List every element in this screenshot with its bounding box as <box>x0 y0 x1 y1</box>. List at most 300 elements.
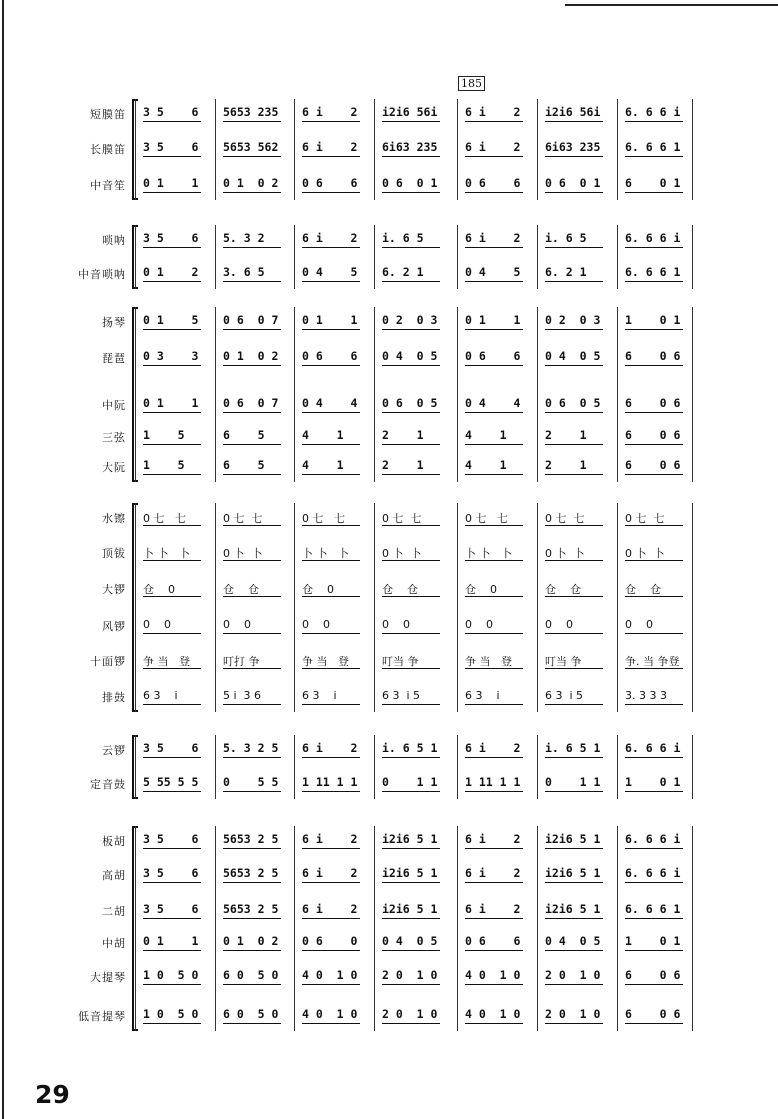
barline <box>692 503 693 712</box>
measure-cell: 0 6 6 <box>465 934 521 948</box>
beam-line <box>545 757 603 758</box>
measure-cell: 1 0 5 0 <box>143 1007 199 1021</box>
beam-line <box>143 444 201 445</box>
measure-cell: 5. 3 2 5 <box>223 741 279 755</box>
beam-line <box>465 950 523 951</box>
measure-cell: 0 1 0 2 <box>223 349 279 363</box>
barline <box>135 99 136 200</box>
beam-line <box>302 668 360 669</box>
measure-cell: 6 0 5 0 <box>223 1007 279 1021</box>
page-number: 29 <box>35 1080 70 1109</box>
measure-cell: 争 当 登 <box>465 655 512 668</box>
top-rule <box>565 4 778 6</box>
measure-cell: 2 0 1 0 <box>545 968 601 982</box>
beam-line <box>223 918 281 919</box>
beam-line <box>223 596 281 597</box>
measure-cell: i. 6 5 1 <box>545 741 601 755</box>
measure-cell: 6 i 2 <box>465 105 521 119</box>
barline <box>374 826 375 1031</box>
measure-cell: 6 i 2 <box>465 741 521 755</box>
measure-cell: 6 0 6 <box>625 458 681 472</box>
beam-line <box>625 121 683 122</box>
beam-line <box>465 192 523 193</box>
beam-line <box>302 281 360 282</box>
measure-cell: 4 1 <box>465 428 507 442</box>
measure-cell: i2i6 56i <box>382 105 438 119</box>
measure-cell: 0 6 6 <box>302 176 358 190</box>
measure-cell: 4 1 <box>302 428 344 442</box>
measure-cell: 仓 仓 <box>223 583 259 596</box>
instrument-label: 中音笙 <box>90 179 126 192</box>
measure-cell: 6. 6 6 1 <box>625 265 681 279</box>
measure-cell: 仓 仓 <box>545 583 581 596</box>
beam-line <box>625 950 683 951</box>
barline <box>457 225 458 289</box>
instrument-label: 排鼓 <box>102 691 126 704</box>
beam-line <box>143 365 201 366</box>
instrument-label: 顶钹 <box>102 547 126 560</box>
measure-cell: 4 0 1 0 <box>465 1007 521 1021</box>
measure-cell: 6. 6 6 i <box>625 231 681 245</box>
beam-line <box>302 882 360 883</box>
beam-line <box>382 365 440 366</box>
instrument-label: 中胡 <box>102 937 126 950</box>
measure-cell: 6 i 2 <box>302 105 358 119</box>
measure-cell: 6 3 i <box>143 689 178 702</box>
measure-cell: 2 0 1 0 <box>545 1007 601 1021</box>
beam-line <box>465 757 523 758</box>
beam-line <box>465 444 523 445</box>
beam-line <box>382 882 440 883</box>
measure-cell: 2 1 <box>382 428 424 442</box>
barline <box>617 225 618 289</box>
rehearsal-number: 185 <box>458 76 485 91</box>
beam-line <box>625 525 683 526</box>
measure-cell: 6 i 2 <box>302 866 358 880</box>
measure-cell: 3 5 6 <box>143 902 199 916</box>
beam-line <box>625 192 683 193</box>
beam-line <box>625 704 683 705</box>
measure-cell: 4 1 <box>465 458 507 472</box>
beam-line <box>465 247 523 248</box>
barline <box>617 99 618 200</box>
measure-cell: 6 0 6 <box>625 349 681 363</box>
measure-cell: 5653 235 <box>223 105 279 119</box>
barline <box>617 503 618 712</box>
beam-line <box>223 633 281 634</box>
measure-cell: 卜 卜 卜 <box>143 547 190 560</box>
beam-line <box>625 757 683 758</box>
measure-cell: i. 6 5 1 <box>382 741 438 755</box>
beam-line <box>465 412 523 413</box>
instrument-label: 扬琴 <box>102 316 126 329</box>
measure-cell: 0 6 0 1 <box>545 176 601 190</box>
beam-line <box>545 882 603 883</box>
measure-cell: 0 七 七 <box>465 512 508 525</box>
beam-line <box>465 329 523 330</box>
barline <box>294 735 295 799</box>
measure-cell: 1 0 1 <box>625 934 681 948</box>
measure-cell: 0 1 5 <box>143 313 199 327</box>
measure-cell: 0 1 1 <box>302 313 358 327</box>
beam-line <box>545 247 603 248</box>
beam-line <box>302 596 360 597</box>
barline <box>135 503 136 712</box>
measure-cell: 5653 562 <box>223 140 279 154</box>
beam-line <box>382 474 440 475</box>
measure-cell: 6. 6 6 i <box>625 832 681 846</box>
measure-cell: 0 6 6 <box>465 176 521 190</box>
measure-cell: 1 11 1 1 <box>465 775 521 789</box>
measure-cell: 3 5 6 <box>143 140 199 154</box>
measure-cell: 0 0 <box>625 618 653 631</box>
measure-cell: 0 0 <box>382 618 410 631</box>
measure-cell: 6i63 235 <box>545 140 601 154</box>
measure-cell: 0 1 1 <box>143 396 199 410</box>
measure-cell: 6 i 2 <box>465 140 521 154</box>
barline <box>617 307 618 482</box>
measure-cell: 0 七 七 <box>625 512 665 525</box>
measure-cell: 6 3 i 5 <box>382 689 421 702</box>
measure-cell: i2i6 5 1 <box>382 832 438 846</box>
measure-cell: 0 2 0 3 <box>545 313 601 327</box>
instrument-label: 琵琶 <box>102 352 126 365</box>
measure-cell: 4 0 1 0 <box>302 968 358 982</box>
measure-cell: 6 5 <box>223 428 265 442</box>
measure-cell: i2i6 56i <box>545 105 601 119</box>
beam-line <box>302 156 360 157</box>
measure-cell: 0 0 <box>545 618 573 631</box>
barline <box>617 735 618 799</box>
beam-line <box>465 365 523 366</box>
measure-cell: 6 i 2 <box>465 902 521 916</box>
beam-line <box>143 984 201 985</box>
barline <box>294 307 295 482</box>
beam-line <box>143 412 201 413</box>
measure-cell: 4 0 1 0 <box>302 1007 358 1021</box>
measure-cell: 6 i 2 <box>302 231 358 245</box>
measure-cell: 0 6 0 7 <box>223 396 279 410</box>
barline <box>215 307 216 482</box>
beam-line <box>545 525 603 526</box>
barline <box>215 503 216 712</box>
instrument-label: 大提琴 <box>90 971 126 984</box>
instrument-label: 中阮 <box>102 399 126 412</box>
measure-cell: 3 5 6 <box>143 866 199 880</box>
beam-line <box>382 281 440 282</box>
measure-cell: 3. 3 3 3 <box>625 689 667 702</box>
instrument-label: 云锣 <box>102 744 126 757</box>
barline <box>692 225 693 289</box>
beam-line <box>302 704 360 705</box>
measure-cell: 6. 6 6 i <box>625 741 681 755</box>
measure-cell: i2i6 5 1 <box>545 832 601 846</box>
measure-cell: 0 1 1 <box>545 775 601 789</box>
beam-line <box>625 281 683 282</box>
beam-line <box>143 156 201 157</box>
measure-cell: 0 6 0 <box>302 934 358 948</box>
beam-line <box>143 329 201 330</box>
beam-line <box>143 668 201 669</box>
measure-cell: 0 3 3 <box>143 349 199 363</box>
beam-line <box>465 1023 523 1024</box>
barline <box>457 826 458 1031</box>
measure-cell: 0 1 1 <box>143 176 199 190</box>
beam-line <box>302 247 360 248</box>
measure-cell: 6 3 i <box>302 689 337 702</box>
measure-cell: 6 i 2 <box>465 832 521 846</box>
beam-line <box>545 192 603 193</box>
beam-line <box>625 412 683 413</box>
beam-line <box>223 192 281 193</box>
beam-line <box>223 560 281 561</box>
beam-line <box>545 156 603 157</box>
measure-cell: 0 卜 卜 <box>545 547 585 560</box>
measure-cell: 6 i 2 <box>302 902 358 916</box>
measure-cell: 0 6 0 5 <box>545 396 601 410</box>
barline <box>215 735 216 799</box>
instrument-label: 短膜笛 <box>90 108 126 121</box>
left-margin-line <box>2 0 4 1119</box>
beam-line <box>382 412 440 413</box>
beam-line <box>382 984 440 985</box>
barline <box>374 735 375 799</box>
measure-cell: 叮当 争 <box>382 655 419 668</box>
measure-cell: 0 1 1 <box>465 313 521 327</box>
measure-cell: 仓 0 <box>302 583 334 596</box>
beam-line <box>625 596 683 597</box>
measure-cell: i2i6 5 1 <box>382 866 438 880</box>
measure-cell: i. 6 5 <box>382 231 424 245</box>
beam-line <box>382 247 440 248</box>
measure-cell: 4 0 1 0 <box>465 968 521 982</box>
beam-line <box>625 633 683 634</box>
beam-line <box>545 560 603 561</box>
measure-cell: 3 5 6 <box>143 231 199 245</box>
beam-line <box>465 791 523 792</box>
beam-line <box>143 192 201 193</box>
barline <box>294 225 295 289</box>
beam-line <box>223 848 281 849</box>
beam-line <box>223 412 281 413</box>
barline <box>457 503 458 712</box>
beam-line <box>302 412 360 413</box>
measure-cell: 仓 0 <box>143 583 175 596</box>
beam-line <box>465 525 523 526</box>
barline <box>135 225 136 289</box>
barline <box>374 307 375 482</box>
beam-line <box>223 247 281 248</box>
measure-cell: 4 1 <box>302 458 344 472</box>
beam-line <box>465 668 523 669</box>
beam-line <box>302 791 360 792</box>
measure-cell: 6 0 1 <box>625 176 681 190</box>
measure-cell: 3. 6 5 <box>223 265 265 279</box>
measure-cell: 5. 3 2 <box>223 231 265 245</box>
beam-line <box>223 757 281 758</box>
beam-line <box>223 474 281 475</box>
beam-line <box>465 121 523 122</box>
barline <box>537 225 538 289</box>
measure-cell: 6 i 2 <box>302 741 358 755</box>
measure-cell: i2i6 5 1 <box>382 902 438 916</box>
instrument-label: 中音唢呐 <box>78 268 126 281</box>
beam-line <box>545 668 603 669</box>
beam-line <box>302 444 360 445</box>
beam-line <box>382 560 440 561</box>
measure-cell: 1 0 1 <box>625 313 681 327</box>
measure-cell: 0 5 5 <box>223 775 279 789</box>
beam-line <box>223 281 281 282</box>
measure-cell: 6 3 i 5 <box>545 689 584 702</box>
beam-line <box>625 848 683 849</box>
beam-line <box>625 882 683 883</box>
measure-cell: 6. 2 1 <box>545 265 587 279</box>
beam-line <box>382 791 440 792</box>
beam-line <box>465 560 523 561</box>
barline <box>135 307 136 482</box>
measure-cell: 5653 2 5 <box>223 832 279 846</box>
barline <box>537 503 538 712</box>
beam-line <box>625 1023 683 1024</box>
measure-cell: 0 4 0 5 <box>382 934 438 948</box>
beam-line <box>545 412 603 413</box>
beam-line <box>625 918 683 919</box>
measure-cell: 0 七 七 <box>545 512 585 525</box>
measure-cell: 1 5 <box>143 428 185 442</box>
beam-line <box>625 365 683 366</box>
measure-cell: i. 6 5 <box>545 231 587 245</box>
measure-cell: 0 0 <box>223 618 251 631</box>
barline <box>215 225 216 289</box>
measure-cell: 6. 6 6 i <box>625 866 681 880</box>
measure-cell: 仓 仓 <box>382 583 418 596</box>
measure-cell: 6 0 5 0 <box>223 968 279 982</box>
barline <box>537 826 538 1031</box>
beam-line <box>382 1023 440 1024</box>
barline <box>135 735 136 799</box>
beam-line <box>302 1023 360 1024</box>
beam-line <box>382 444 440 445</box>
barline <box>537 99 538 200</box>
measure-cell: 0 0 <box>302 618 330 631</box>
beam-line <box>465 984 523 985</box>
beam-line <box>465 281 523 282</box>
beam-line <box>143 950 201 951</box>
measure-cell: 争. 当 争登 <box>625 655 680 668</box>
barline <box>215 99 216 200</box>
measure-cell: 6 0 6 <box>625 396 681 410</box>
beam-line <box>625 668 683 669</box>
measure-cell: 0 4 0 5 <box>382 349 438 363</box>
beam-line <box>143 918 201 919</box>
barline <box>135 826 136 1031</box>
barline <box>537 735 538 799</box>
instrument-label: 定音鼓 <box>90 778 126 791</box>
beam-line <box>382 192 440 193</box>
beam-line <box>545 984 603 985</box>
measure-cell: 0 4 4 <box>465 396 521 410</box>
beam-line <box>545 848 603 849</box>
measure-cell: 0 6 0 7 <box>223 313 279 327</box>
beam-line <box>223 984 281 985</box>
beam-line <box>382 918 440 919</box>
beam-line <box>143 633 201 634</box>
barline <box>457 307 458 482</box>
measure-cell: 6 0 6 <box>625 428 681 442</box>
measure-cell: 6 0 6 <box>625 968 681 982</box>
beam-line <box>545 633 603 634</box>
measure-cell: 0 6 6 <box>302 349 358 363</box>
beam-line <box>302 525 360 526</box>
measure-cell: 5653 2 5 <box>223 866 279 880</box>
beam-line <box>223 156 281 157</box>
beam-line <box>223 525 281 526</box>
barline <box>457 99 458 200</box>
measure-cell: 0 1 1 <box>143 934 199 948</box>
barline <box>294 99 295 200</box>
measure-cell: 仓 0 <box>465 583 497 596</box>
barline <box>692 307 693 482</box>
measure-cell: 0 1 1 <box>382 775 438 789</box>
beam-line <box>382 525 440 526</box>
measure-cell: 6. 6 6 1 <box>625 140 681 154</box>
beam-line <box>382 121 440 122</box>
beam-line <box>382 848 440 849</box>
beam-line <box>302 192 360 193</box>
beam-line <box>465 474 523 475</box>
measure-cell: 1 0 1 <box>625 775 681 789</box>
measure-cell: 叮当 争 <box>545 655 582 668</box>
beam-line <box>143 1023 201 1024</box>
measure-cell: 0 七 七 <box>382 512 422 525</box>
beam-line <box>382 633 440 634</box>
instrument-label: 二胡 <box>102 905 126 918</box>
beam-line <box>465 704 523 705</box>
beam-line <box>223 329 281 330</box>
beam-line <box>545 596 603 597</box>
beam-line <box>465 596 523 597</box>
beam-line <box>382 329 440 330</box>
measure-cell: 6 i 2 <box>465 866 521 880</box>
measure-cell: i2i6 5 1 <box>545 902 601 916</box>
measure-cell: 卜 卜 卜 <box>302 547 349 560</box>
beam-line <box>545 704 603 705</box>
beam-line <box>223 1023 281 1024</box>
measure-cell: 叮打 争 <box>223 655 260 668</box>
beam-line <box>545 918 603 919</box>
beam-line <box>143 560 201 561</box>
measure-cell: 0 6 6 <box>465 349 521 363</box>
beam-line <box>625 560 683 561</box>
measure-cell: 6. 6 6 i <box>625 105 681 119</box>
beam-line <box>143 596 201 597</box>
beam-line <box>545 365 603 366</box>
barline <box>374 503 375 712</box>
beam-line <box>625 791 683 792</box>
measure-cell: 0 2 0 3 <box>382 313 438 327</box>
beam-line <box>143 848 201 849</box>
instrument-label: 大锣 <box>102 583 126 596</box>
beam-line <box>302 560 360 561</box>
measure-cell: 6 3 i <box>465 689 500 702</box>
beam-line <box>465 633 523 634</box>
measure-cell: 6 i 2 <box>302 832 358 846</box>
barline <box>374 99 375 200</box>
measure-cell: 6. 2 1 <box>382 265 424 279</box>
instrument-label: 唢呐 <box>102 234 126 247</box>
measure-cell: 0 卜 卜 <box>223 547 263 560</box>
